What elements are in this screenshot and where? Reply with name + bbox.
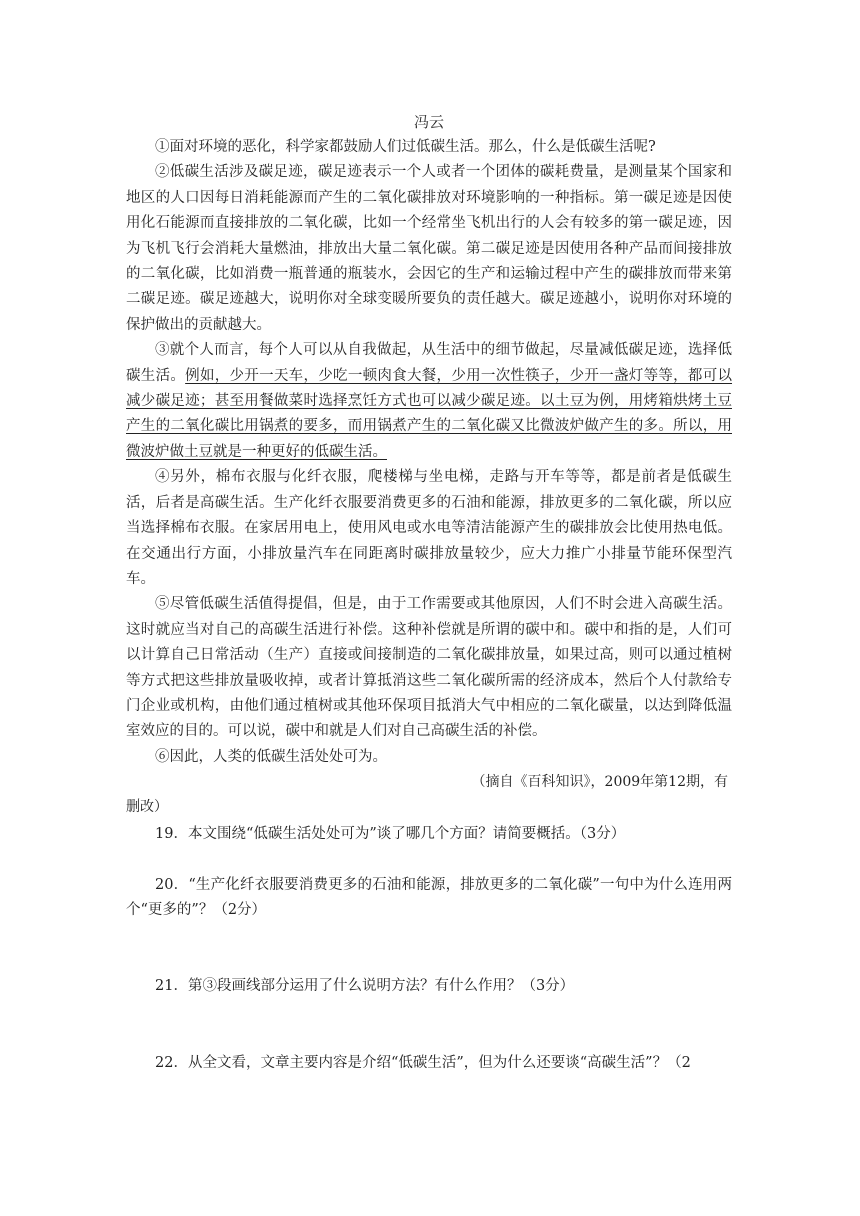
paragraph-1: ①面对环境的恶化，科学家都鼓励人们过低碳生活。那么，什么是低碳生活呢? xyxy=(155,139,656,155)
question-20: 20．“生产化纤衣服要消费更多的石油和能源，排放更多的二氧化碳”一句中为什么连用两个“更多的”？（2分） xyxy=(126,876,732,918)
paragraph-2: ②低碳生活涉及碳足迹，碳足迹表示一个人或者一个团体的碳耗费量，是测量某个国家和地区的人口因每日消耗能源而产生的二氧化碳排放对环境影响的一种指标。第一碳足迹是因使用化石能源而直接排放的二氧化碳，比如一个经常坐飞机出行的人会有较多的第一碳足迹，因为飞机飞行会消耗大量燃油，排放出大量二氧化碳。第二碳足迹是因使用各种产品而间接排放的二氧化碳，比如消费一瓶普通的瓶装水，会因它的生产和运输过程中产生的碳排放而带来第二碳足迹。碳足迹越大，说明你对全球变暖所要负的责任越大。碳足迹越小，说明你对环境的保护做出的贡献越大。 xyxy=(126,164,732,333)
paragraph-3-lead: ③就个人而言，每个人可以从自我做起，从生活中的细节做起，尽量减低碳足迹，选择低碳生活。 xyxy=(126,342,732,384)
question-22: 22．从全文看，文章主要内容是介绍“低碳生活”，但为什么还要谈“高碳生活”？（2 xyxy=(155,1054,691,1071)
paragraph-6: ⑥因此，人类的低碳生活处处可为。 xyxy=(155,748,387,765)
question-21: 21．第③段画线部分运用了什么说明方法？有什么作用？（3分） xyxy=(155,978,575,995)
paragraph-3 xyxy=(126,338,732,465)
source-citation-continued: 删改） xyxy=(126,799,168,816)
source-citation: （摘自《百科知识》，2009年第12期，有 xyxy=(471,774,728,791)
paragraph-5: ⑤尽管低碳生活值得提倡，但是，由于工作需要或其他原因，人们不时会进入高碳生活。这时就应当对自己的高碳生活进行补偿。这种补偿就是所谓的碳中和。碳中和指的是，人们可以计算自己日常活动（生产）直接或间接制造的二氧化碳排放量，如果过高，则可以通过植树等方式把这些排放量吸收掉，或者计算抵消这些二氧化碳所需的经济成本，然后个人付款给专门企业或机构，由他们通过植树或其他环保项目抵消大气中相应的二氧化碳量，以达到降低温室效应的目的。可以说，碳中和就是人们对自己高碳生活的补偿。 xyxy=(126,596,732,740)
paragraph-3-underlined-passage: 例如，少开一天车，少吃一顿肉食大餐，少用一次性筷子，少开一盏灯等等，都可以减少碳足迹；甚至用餐做菜时选择烹饪方式也可以减少碳足迹。以土豆为例，用烤箱烘烤土豆产生的二氧化碳比用锅煮的要多，而用锅煮产生的二氧化碳又比微波炉做产生的多。所以，用微波炉做土豆就是一种更好的低碳生活。 xyxy=(126,367,733,460)
question-19: 19．本文围绕“低碳生活处处可为”谈了哪几个方面？请简要概括。（3分） xyxy=(155,826,626,843)
article-author: 冯云 xyxy=(413,113,444,131)
article-body xyxy=(126,111,732,1076)
paragraph-4: ④另外，棉布衣服与化纤衣服，爬楼梯与坐电梯，走路与开车等等，都是前者是低碳生活，后者是高碳生活。生产化纤衣服要消费更多的石油和能源，排放更多的二氧化碳，所以应当选择棉布衣服。在家居用电上，使用风电或水电等清洁能源产生的碳排放会比使用热电低。在交通出行方面，小排放量汽车在同距离时碳排放量较少，应大力推广小排量节能环保型汽车。 xyxy=(126,469,732,587)
